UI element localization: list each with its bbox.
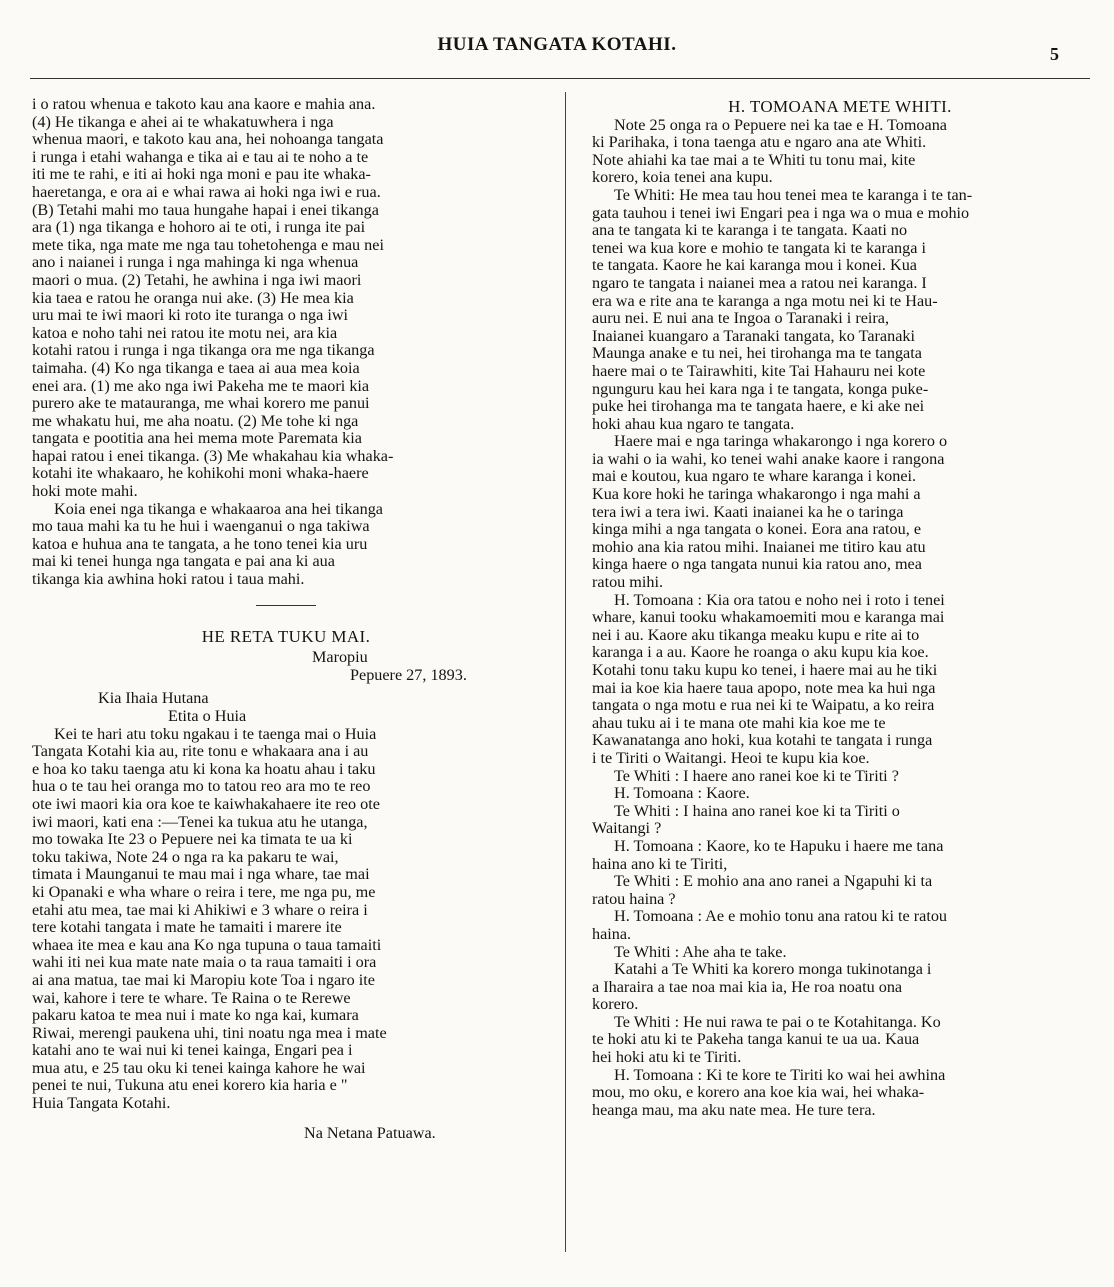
- text-line: ahau tuku ai i te mana ote mahi kia koe me te: [592, 713, 886, 732]
- article-paragraph: [592, 1014, 1088, 1067]
- text-line: ki Parihaka, i tona taenga atu e ngaro ana ate Whiti.: [592, 133, 927, 152]
- text-line: era wa e rite ana te karanga a nga motu nei ki te Hau-: [592, 291, 938, 310]
- text-line: hua o te tau hei oranga mo to tatou reo ara mo te reo: [32, 777, 371, 796]
- text-line: tangata o nga motu e rua nei ki te Waipatu, a ko reira: [592, 696, 935, 715]
- text-line: H. Tomoana : Ae e mohio tonu ana ratou ki te ratou: [614, 907, 948, 926]
- text-line: ngunguru kau hei kara nga i te tangata, konga puke-: [592, 379, 929, 398]
- text-line: tenei wa kua kore e mohio te tangata ki te karanga i: [592, 238, 926, 257]
- text-line: auru nei. E nui ana te Ingoa o Taranaki i reira,: [592, 309, 890, 328]
- text-line: ia wahi o ia wahi, ko tenei wahi anake kaore i rangona: [592, 449, 945, 468]
- text-line: kinga mihi a nga tangata o konei. Eora ana ratou, e: [592, 520, 922, 539]
- article-body: [592, 117, 1088, 1120]
- text-line: Huia Tangata Kotahi.: [32, 1094, 171, 1113]
- text-line: mo taua mahi ka tu he hui i waenganui o nga takiwa: [32, 517, 370, 536]
- text-line: a Iharaira a tae noa mai kia ia, He roa noatu ona: [592, 977, 903, 996]
- article-paragraph: [592, 187, 1088, 433]
- text-line: H. Tomoana : Kia ora tatou e noho nei i roto i tenei: [614, 590, 945, 609]
- text-line: me whakatu hui, me aha noatu. (2) Me tohe ki nga: [32, 411, 359, 430]
- text-line: hoki ahau kua ngaro te tangata.: [592, 414, 795, 433]
- text-line: Note 25 onga ra o Pepuere nei ka tae e H. Tomoana: [614, 115, 947, 134]
- text-line: heanga mau, ma aku nate mea. He ture tera.: [592, 1100, 876, 1119]
- text-line: Kotahi tonu taku kupu ko tenei, i haere mai au he tiki: [592, 661, 938, 679]
- page-number: 5: [1050, 44, 1059, 64]
- article-paragraph: [592, 908, 1088, 943]
- text-line: hapai ratou i enei tikanga. (3) Me whakahau kia whaka-: [32, 446, 394, 465]
- text-line: ki Opanaki e wha whare o reira i tere, me nga pu, me: [32, 882, 376, 901]
- right-column: [592, 96, 1088, 1119]
- text-line: penei te nui, Tukuna atu enei korero kia haria e ": [32, 1076, 348, 1095]
- article-paragraph: [592, 785, 1088, 803]
- text-line: i o ratou whenua e takoto kau ana kaore e mahia ana.: [32, 95, 376, 113]
- text-line: Kua kore hoki he taringa whakarongo i nga mahi a: [592, 485, 921, 504]
- text-line: (B) Tetahi mahi mo taua hungahe hapai i enei tikanga: [32, 200, 379, 219]
- text-line: e hoa ko taku taenga atu ki kona ka hoatu ahau i taku: [32, 759, 376, 778]
- text-line: H. Tomoana : Ki te kore te Tiriti ko wai hei awhina: [614, 1065, 946, 1084]
- text-line: tangata e pootitia ana hei mema mote Paremata kia: [32, 429, 362, 448]
- text-line: Note ahiahi ka tae mai a te Whiti tu tonu mai, kite: [592, 150, 916, 169]
- text-line: taimaha. (4) Ko nga tikanga e taea ai aua mea koia: [32, 358, 360, 377]
- text-line: ara (1) nga tikanga e hohoro ai te oti, i runga ite pai: [32, 218, 366, 237]
- text-line: ratou haina ?: [592, 889, 676, 908]
- text-line: mohio ana kia ratou mihi. Inaianei me titiro kau atu: [592, 537, 926, 556]
- text-line: Te Whiti : Ahe aha te take.: [614, 942, 787, 961]
- article-heading: H. TOMOANA METE WHITI.: [728, 97, 952, 116]
- text-line: haeretanga, e ora ai e whai rawa ai hoki nga iwi e rua.: [32, 182, 381, 201]
- text-line: mai e koutou, kua ngaro te whare karanga i konei.: [592, 467, 917, 486]
- section-separator: [256, 605, 316, 606]
- text-line: Tangata Kotahi kia au, rite tonu e whakaara ana i au: [32, 742, 369, 761]
- text-line: purero ake te matauranga, me whai korero me panui: [32, 394, 370, 413]
- article-paragraph: [592, 592, 1088, 768]
- text-line: Katahi a Te Whiti ka korero monga tukinotanga i: [614, 960, 932, 979]
- text-line: enei ara. (1) me ako nga iwi Pakeha me te maori kia: [32, 376, 370, 395]
- article-conclusion: [32, 501, 540, 589]
- text-line: H. Tomoana : Kaore, ko te Hapuku i haere me tana: [614, 836, 944, 855]
- text-line: tere kotahi tangata i mate he tamaiti i marere ite: [32, 918, 342, 937]
- article-paragraph: [592, 838, 1088, 873]
- text-line: korero.: [592, 995, 639, 1014]
- text-line: wai, kahore i tere te whare. Te Raina o te Rerewe: [32, 988, 351, 1007]
- letter-section: [32, 628, 540, 1143]
- letter-greeting-editor: Etita o Huia: [168, 707, 247, 725]
- text-line: i runga i etahi wahanga e tika ai e tau ai te noho a te: [32, 147, 369, 166]
- letter-place: Maropiu: [312, 648, 368, 667]
- header-rule: [30, 78, 1090, 79]
- text-line: ano i naianei i runga i nga mahinga ki nga whenua: [32, 253, 359, 272]
- text-line: mete tika, nga mate me nga tau tohetohenga e mau nei: [32, 235, 384, 254]
- text-line: toku takiwa, Note 24 o nga ra ka pakaru te wai,: [32, 847, 339, 866]
- text-line: Inaianei kuangaro a Taranaki tangata, ko Taranaki: [592, 326, 915, 345]
- text-line: puke hei tirohanga ma te tangata haere, e ki ake nei: [592, 397, 925, 416]
- text-line: kinga haere o nga tangata nunui kia ratou ano, mea: [592, 555, 922, 574]
- article-paragraph: [592, 1067, 1088, 1120]
- text-line: mai ki tenei hunga nga tangata e pai ana ki aua: [32, 552, 335, 571]
- text-line: mai ia koe kia haere taua apopo, note mea ka hui nga: [592, 678, 936, 697]
- text-line: Te Whiti : I haina ano ranei koe ki ta Tiriti o: [614, 801, 900, 820]
- text-line: etahi atu mea, tae mai ki Ahikiwi e 3 whare o reira i: [32, 900, 368, 919]
- article-paragraph: [592, 117, 1088, 187]
- text-line: katoa e huhua ana te tangata, a he tono tenei kia uru: [32, 534, 368, 553]
- text-line: mo towaka Ite 23 o Pepuere nei ka timata te ua ki: [32, 830, 353, 849]
- letter-greeting: Kia Ihaia Hutana: [98, 689, 209, 708]
- text-line: tera iwi a tera iwi. Kaati inaianei ka he o taringa: [592, 502, 904, 521]
- text-line: haere mai o te Tairawhiti, kite Tai Hahauru nei kote: [592, 361, 926, 380]
- text-line: whare, kanui tooku whakamoemiti mou e karanga mai: [592, 608, 945, 627]
- text-line: haina.: [592, 924, 632, 943]
- letter-heading: HE RETA TUKU MAI.: [201, 626, 371, 646]
- text-line: Te Whiti: He mea tau hou tenei mea te karanga i te tan-: [614, 185, 973, 204]
- article-continued: [32, 96, 540, 501]
- text-line: Riwai, merengi paukena uhi, tini noatu nga mea i mate: [32, 1023, 387, 1042]
- letter-body: [32, 726, 540, 1113]
- article-paragraph: [592, 803, 1088, 838]
- text-line: hoki mote mahi.: [32, 482, 138, 501]
- text-line: gata tauhou i tenei iwi Engari pea i nga wa o mua e mohio: [592, 203, 970, 222]
- text-line: te tangata. Kaore he kai karanga mou i konei. Kua: [592, 256, 917, 275]
- text-line: ngaro te tangata i naianei mea a ratou nei karanga. I: [592, 273, 927, 292]
- text-line: tikanga kia awhina hoki ratou i taua mahi.: [32, 570, 305, 589]
- newspaper-title: HUIA TANGATA KOTAHI.: [437, 34, 677, 55]
- text-line: kia taea e ratou he oranga nui ake. (3) He mea kia: [32, 288, 354, 307]
- text-line: haina ano ki te Tiriti,: [592, 854, 728, 873]
- text-line: karanga i a au. Kaore he roanga o aku kupu kia koe.: [592, 643, 929, 662]
- text-line: whenua maori, e takoto kau ana, hei nohoanga tangata: [32, 130, 384, 149]
- letter-signature: Na Netana Patuawa.: [304, 1123, 436, 1142]
- article-paragraph: [592, 433, 1088, 591]
- text-line: nei i au. Kaore aku tikanga meaku kupu e rite ai to: [592, 625, 920, 644]
- text-line: maori o mua. (2) Tetahi, he awhina i nga iwi maori: [32, 270, 362, 289]
- text-line: ai ana matua, tae mai ki Maropiu kote Toa i ngaro ite: [32, 970, 375, 989]
- column-divider: [565, 92, 566, 1252]
- text-line: kotahi ratou i runga i nga tikanga ora me nga tikanga: [32, 341, 375, 360]
- text-line: (4) He tikanga e ahei ai te whakatuwhera i nga: [32, 112, 334, 131]
- text-line: Waitangi ?: [592, 819, 662, 838]
- text-line: ote iwi maori kia ora koe te kaiwhakahaere ite reo ote: [32, 794, 380, 813]
- text-line: Kei te hari atu toku ngakau i te taenga mai o Huia: [54, 724, 377, 743]
- text-line: iti me te rahi, e iti ai hoki nga moni e pau ite whaka-: [32, 165, 371, 184]
- text-line: H. Tomoana : Kaore.: [614, 784, 750, 803]
- text-line: te hoki atu ki te Pakeha tanga kanui te ua ua. Kaua: [592, 1030, 920, 1049]
- text-line: Te Whiti : I haere ano ranei koe ki te Tiriti ?: [614, 766, 899, 785]
- text-line: pakaru katoa te mea nui i mate ko nga kai, kumara: [32, 1006, 359, 1025]
- article-paragraph: [592, 768, 1088, 786]
- text-line: kotahi ite whakaaro, he kohikohi moni whaka-haere: [32, 464, 369, 483]
- text-line: iwi maori, kati ena :—Tenei ka tukua atu he utanga,: [32, 812, 368, 831]
- text-line: Kawanatanga ano hoki, kua kotahi te tangata i runga: [592, 731, 933, 750]
- text-line: Te Whiti : E mohio ana ano ranei a Ngapuhi ki ta: [614, 872, 933, 891]
- text-line: Te Whiti : He nui rawa te pai o te Kotahitanga. Ko: [614, 1012, 941, 1031]
- article-paragraph: [592, 873, 1088, 908]
- text-line: i te Tiriti o Waitangi. Heoi te kupu kia koe.: [592, 748, 870, 767]
- text-line: Maunga anake e tu nei, hei tirohanga ma te tangata: [592, 344, 922, 363]
- text-line: ana te tangata ki te karanga i te tangata. Kaati no: [592, 221, 908, 240]
- text-line: timata i Maunganui te mau mai i nga whare, tae mai: [32, 865, 370, 884]
- text-line: katahi ano te wai nui ki tenei kainga, Engari pea i: [32, 1041, 353, 1060]
- letter-date: Pepuere 27, 1893.: [350, 665, 467, 684]
- text-line: Haere mai e nga taringa whakarongo i nga korero o: [614, 432, 948, 451]
- text-line: ratou mihi.: [592, 573, 664, 592]
- text-line: Koia enei nga tikanga e whakaaroa ana hei tikanga: [54, 499, 383, 518]
- text-line: mua atu, e 25 tau oku ki tenei kainga kahore he wai: [32, 1058, 366, 1077]
- text-line: whaea ite mea e kau ana Ko nga tupuna o taua tamaiti: [32, 935, 382, 954]
- text-line: mou, mo oku, e korero ana koe kia wai, hei whaka-: [592, 1083, 925, 1102]
- text-line: uru mai te iwi maori ki roto ite turanga o nga iwi: [32, 306, 349, 325]
- article-paragraph: [592, 961, 1088, 1014]
- text-line: wahi iti nei kua mate nate maia o ta raua tamaiti i ora: [32, 953, 377, 972]
- text-line: korero, koia tenei ana kupu.: [592, 168, 773, 187]
- text-line: katoa e noho tahi nei ratou ite motu nei, ara kia: [32, 323, 338, 342]
- article-paragraph: [592, 944, 1088, 962]
- text-line: hei hoki atu ki te Tiriti.: [592, 1048, 742, 1067]
- left-column: [32, 96, 540, 1142]
